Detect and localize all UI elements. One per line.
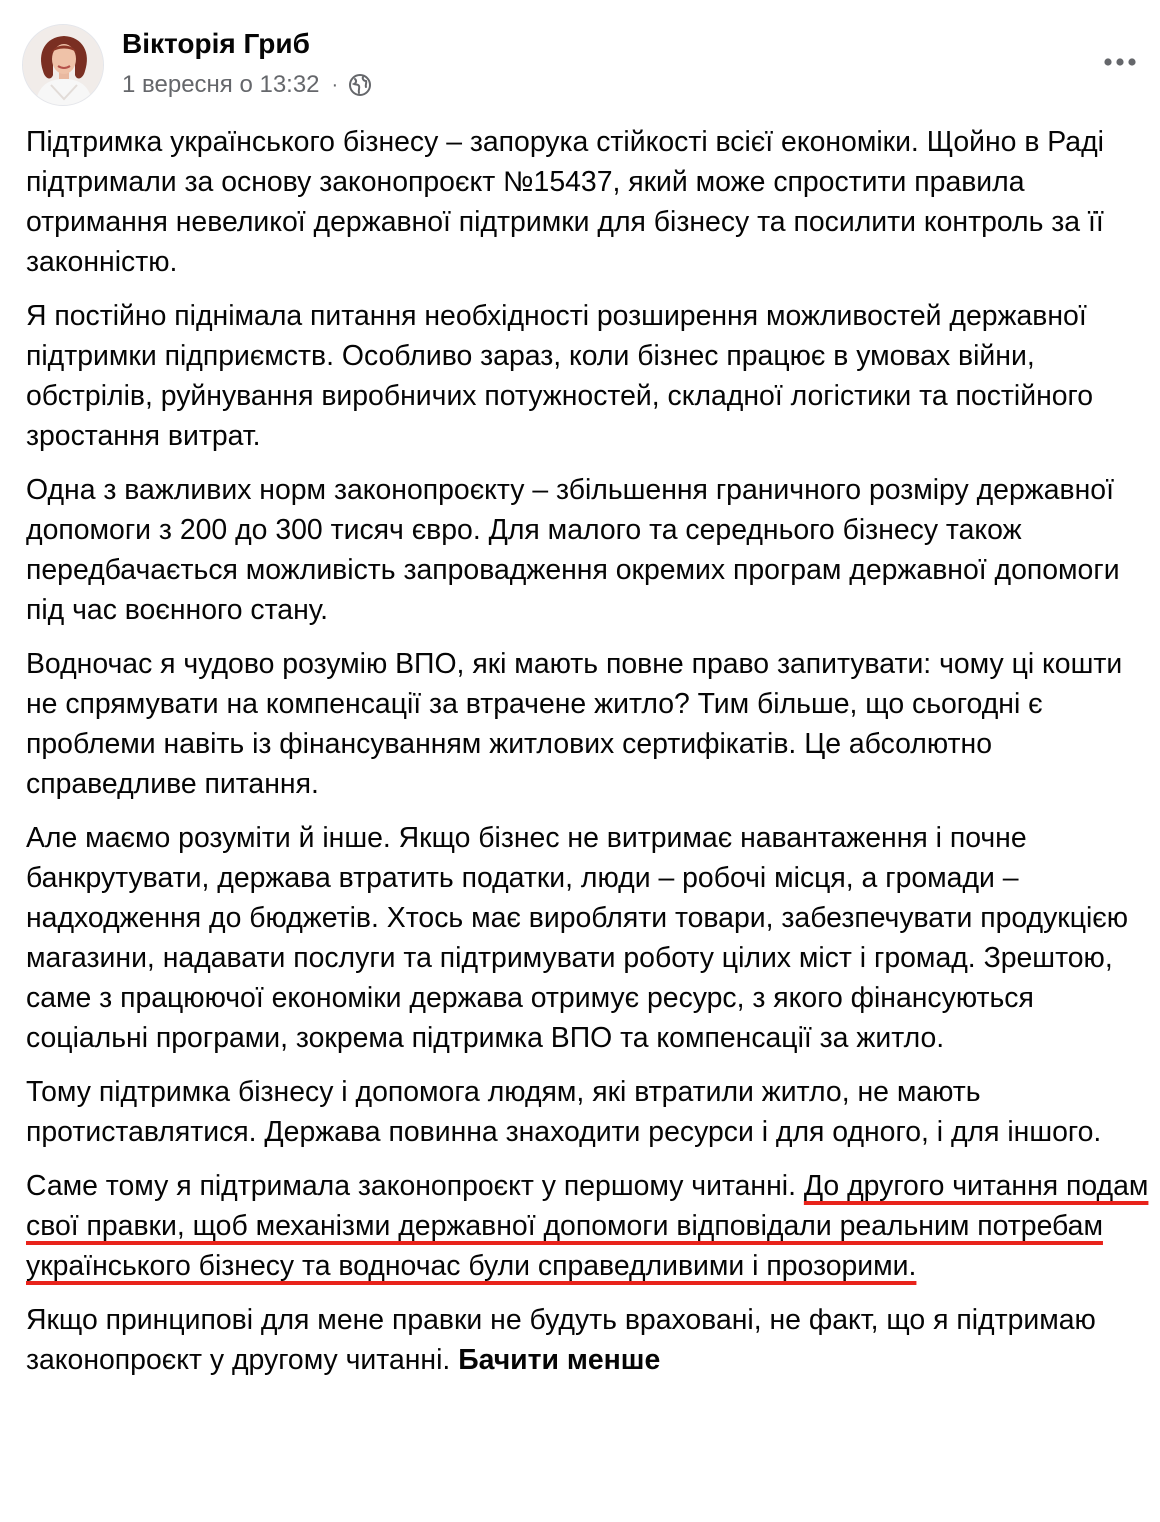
avatar-image xyxy=(23,25,104,106)
post-paragraph-4: Водночас я чудово розумію ВПО, які мають повне право запитувати: чому ці кошти не спрямувати на компенсації за втрачене житло? Тим більше, що сьогодні є проблеми навіть із фінансуванням житлових сертифікатів. Це абсолютно справедливе питання. xyxy=(26,648,1123,800)
author-avatar[interactable] xyxy=(22,24,104,106)
post-paragraph-3: Одна з важливих норм законопроєкту – збільшення граничного розміру державної допомоги з 200 до 300 тисяч євро. Для малого та середнього бізнесу також передбачається можливість запровадження окремих програм державної допомоги під час воєнного стану. xyxy=(26,474,1120,626)
post-timestamp[interactable]: 1 вересня о 13:32 xyxy=(122,71,320,98)
post-meta xyxy=(122,70,372,100)
author-name[interactable]: Вікторія Гриб xyxy=(122,28,310,59)
post-paragraph-6: Тому підтримка бізнесу і допомога людям, які втратили житло, не мають протиставлятися. Держава повинна знаходити ресурси і для одного, і для іншого. xyxy=(26,1076,1102,1148)
globe-icon[interactable] xyxy=(348,73,372,97)
post-text xyxy=(26,122,1154,1394)
post-paragraph-8 xyxy=(26,1300,1154,1380)
post-paragraph-1: Підтримка українського бізнесу – запорука стійкості всієї економіки. Щойно в Раді підтримали за основу законопроєкт №15437, який може спростити правила отримання невеликої державної підтримки для бізнесу та посилити контроль за її законністю. xyxy=(26,126,1104,278)
meta-separator: · xyxy=(331,73,339,96)
post-header xyxy=(22,24,1142,108)
see-less-button[interactable]: Бачити менше xyxy=(458,1344,661,1376)
post-paragraph-7 xyxy=(26,1166,1154,1286)
post-paragraph-2: Я постійно піднімала питання необхідності розширення можливостей державної підтримки підприємств. Особливо зараз, коли бізнес працює в умовах війни, обстрілів, руйнування виробничих потужностей, складної логістики та постійного зростання витрат. xyxy=(26,300,1094,452)
highlighted-amendments-text: До другого читання подам свої правки, щоб механізми державної допомоги відповідали реальним потребам українського бізнесу та водночас були справедливими і прозорими. xyxy=(26,1170,1149,1282)
more-options-button[interactable] xyxy=(1098,44,1142,80)
paragraph-8-text: Якщо принципові для мене правки не будуть враховані, не факт, що я підтримаю законопроєкт у другому читанні. xyxy=(26,1304,1096,1376)
more-horizontal-icon xyxy=(1102,57,1138,67)
paragraph-7-text: Саме тому я підтримала законопроєкт у першому читанні. xyxy=(26,1170,804,1202)
post-paragraph-5: Але маємо розуміти й інше. Якщо бізнес не витримає навантаження і почне банкрутувати, держава втратить податки, люди – робочі місця, а громади – надходження до бюджетів. Хтось має виробляти товари, забезпечувати продукцією магазини, надавати послуги та підтримувати роботу цілих міст і громад. Зрештою, саме з працюючої економіки держава отримує ресурс, з якого фінансуються соціальні програми, зокрема підтримка ВПО та компенсації за житло. xyxy=(26,822,1129,1054)
